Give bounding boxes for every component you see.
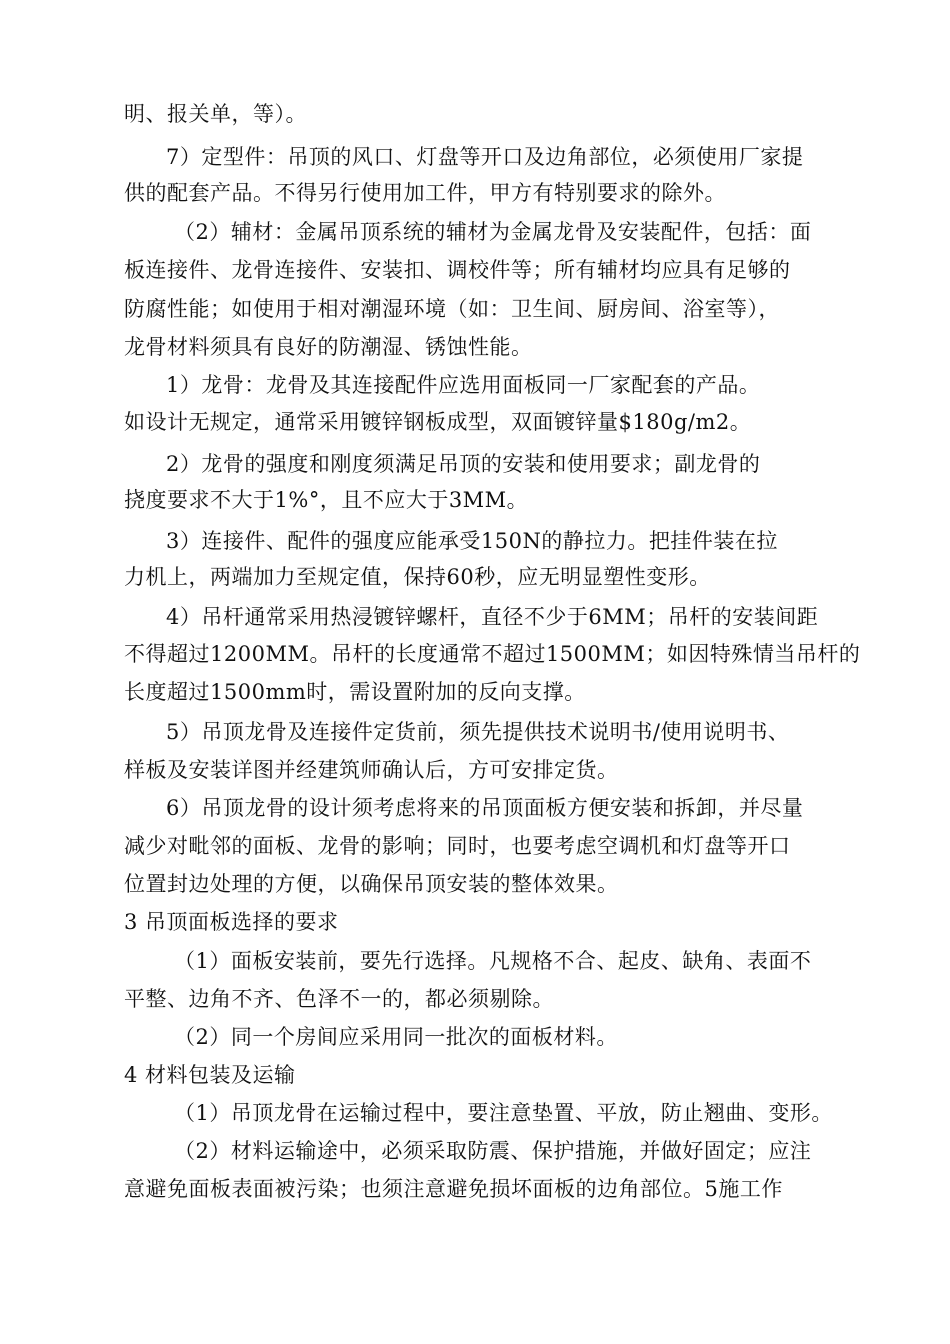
text-line: 意避免面板表面被污染；也须注意避免损坏面板的边角部位。5施工作 [124, 1177, 783, 1201]
text-line: 平整、边角不齐、色泽不一的，都必须剔除。 [124, 987, 554, 1011]
text-line: 明、报关单，等）。 [124, 102, 307, 126]
text-line: 1）龙骨：龙骨及其连接配件应选用面板同一厂家配套的产品。 [166, 373, 761, 397]
text-line: 7）定型件：吊顶的风口、灯盘等开口及边角部位，必须使用厂家提 [166, 145, 804, 169]
text-line: （1）吊顶龙骨在运输过程中，要注意垫置、平放，防止翘曲、变形。 [174, 1101, 833, 1125]
text-line: 挠度要求不大于1%°，且不应大于3MM。 [124, 488, 529, 512]
text-line: 不得超过1200MM。吊杆的长度通常不超过1500MM；如因特殊情当吊杆的 [124, 642, 861, 666]
text-line: （1）面板安装前，要先行选择。凡规格不合、起皮、缺角、表面不 [174, 949, 812, 973]
text-line: 6）吊顶龙骨的设计须考虑将来的吊顶面板方便安装和拆卸，并尽量 [166, 796, 804, 820]
text-line: 板连接件、龙骨连接件、安装扣、调校件等；所有辅材均应具有足够的 [124, 258, 791, 282]
text-line: 力机上，两端加力至规定值，保持60秒，应无明显塑性变形。 [124, 565, 711, 589]
text-line: 4）吊杆通常采用热浸镀锌螺杆，直径不少于6MM；吊杆的安装间距 [166, 605, 819, 629]
text-line: （2）同一个房间应采用同一批次的面板材料。 [174, 1025, 618, 1049]
text-line: 龙骨材料须具有良好的防潮湿、锈蚀性能。 [124, 335, 533, 359]
text-line: （2）辅材：金属吊顶系统的辅材为金属龙骨及安装配件，包括：面 [174, 220, 812, 244]
text-line: 减少对毗邻的面板、龙骨的影响；同时，也要考虑空调机和灯盘等开口 [124, 834, 791, 858]
text-line: 5）吊顶龙骨及连接件定货前，须先提供技术说明书/使用说明书、 [166, 720, 790, 744]
text-line: 供的配套产品。不得另行使用加工件，甲方有特别要求的除外。 [124, 181, 726, 205]
text-line: 2）龙骨的强度和刚度须满足吊顶的安装和使用要求；副龙骨的 [166, 452, 761, 476]
section-heading: 4 材料包装及运输 [124, 1063, 296, 1087]
text-line: 样板及安装详图并经建筑师确认后，方可安排定货。 [124, 758, 619, 782]
text-line: 如设计无规定，通常采用镀锌钢板成型，双面镀锌量$180g/m2。 [124, 410, 752, 434]
text-line: 位置封边处理的方便，以确保吊顶安装的整体效果。 [124, 872, 619, 896]
text-line: 防腐性能；如使用于相对潮湿环境（如：卫生间、厨房间、浴室等）， [124, 297, 780, 321]
text-line: 长度超过1500mm时，需设置附加的反向支撑。 [124, 680, 586, 704]
text-line: 3）连接件、配件的强度应能承受150N的静拉力。把挂件装在拉 [166, 529, 778, 553]
section-heading: 3 吊顶面板选择的要求 [124, 910, 339, 934]
text-line: （2）材料运输途中，必须采取防震、保护措施，并做好固定；应注 [174, 1139, 812, 1163]
